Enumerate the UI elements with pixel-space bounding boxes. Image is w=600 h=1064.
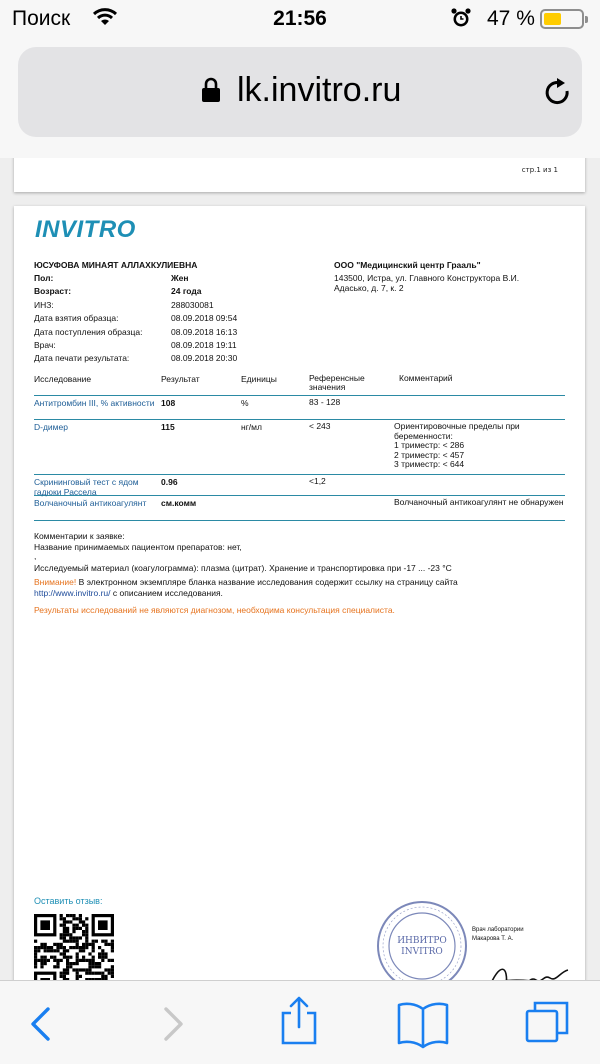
tabs-icon[interactable] <box>507 981 587 1064</box>
result-value: 115 <box>161 422 175 432</box>
address-bar[interactable] <box>18 47 582 137</box>
comments-title: Комментарии к заявке: <box>34 531 125 541</box>
info-label: Возраст: <box>34 286 72 297</box>
drugs-note: Название принимаемых пациентом препаратов: нет, <box>34 542 242 552</box>
battery-fill <box>544 13 561 25</box>
invitro-link[interactable]: http://www.invitro.ru/ <box>34 588 111 598</box>
info-label: Дата печати результата: <box>34 353 130 364</box>
battery-icon <box>540 9 584 29</box>
share-icon[interactable] <box>259 981 339 1064</box>
disclaimer: Результаты исследований не являются диагнозом, необходима консультация специалиста. <box>34 605 395 615</box>
reload-icon[interactable] <box>544 77 574 109</box>
info-value: 08.09.2018 09:54 <box>171 313 238 324</box>
col-units: Единицы <box>241 374 277 384</box>
bookmarks-icon[interactable] <box>383 981 463 1064</box>
material-note: Исследуемый материал (коагулограмма): плазма (цитрат). Хранение и транспортировка при -17 ... -23 °С <box>34 563 452 573</box>
order-notes <box>34 531 554 599</box>
result-sheet <box>14 206 585 980</box>
comma-note: , <box>34 551 37 561</box>
link-after-text: с описанием исследования. <box>110 588 223 598</box>
reference-value: <1,2 <box>309 476 326 486</box>
units-value: нг/мл <box>241 422 262 432</box>
result-value: 0.96 <box>161 477 178 487</box>
table-row <box>34 475 565 496</box>
battery-percentage: 47 % <box>487 7 535 30</box>
info-value: 08.09.2018 16:13 <box>171 326 238 337</box>
browser-chrome <box>0 40 600 158</box>
lab-name: ООО "Медицинский центр Грааль" <box>334 260 481 270</box>
web-content[interactable] <box>0 158 600 980</box>
table-row <box>34 420 565 475</box>
url-text[interactable]: lk.invitro.ru <box>237 71 402 109</box>
forward-icon[interactable] <box>133 981 213 1064</box>
table-row <box>34 496 565 521</box>
table-header <box>34 374 565 396</box>
table-row <box>34 396 565 420</box>
test-link[interactable]: Волчаночный антикоагулянт <box>34 498 147 508</box>
result-value: см.комм <box>161 498 197 508</box>
reference-value: 83 - 128 <box>309 397 341 407</box>
test-link[interactable]: Скрининговый тест с ядом гадюки Рассела <box>34 477 139 497</box>
doctor-signature-block <box>472 926 552 944</box>
info-label: ИНЗ: <box>34 299 54 310</box>
doctor-name: Макарова Т. А. <box>472 936 514 942</box>
lab-address: 143500, Истра, ул. Главного Конструктора В.И. Адасько, д. 7, к. 2 <box>334 273 520 293</box>
col-result: Результат <box>161 374 200 384</box>
doctor-title: Врач лаборатории <box>472 927 524 933</box>
col-reference: Референсные значения <box>309 373 365 392</box>
test-link[interactable]: D-димер <box>34 422 68 432</box>
info-value: 24 года <box>171 286 202 297</box>
qr-code[interactable] <box>34 914 114 980</box>
attention-text: В электронном экземпляре бланка название исследования содержит ссылку на страницу сайта <box>76 577 458 587</box>
carrier-label: Поиск <box>12 7 71 30</box>
info-value: Жен <box>171 273 189 283</box>
info-label: Врач: <box>34 339 56 350</box>
clock: 21:56 <box>273 7 327 30</box>
invitro-logo: INVITRO <box>35 216 136 243</box>
lock-icon <box>201 77 221 103</box>
review-link[interactable]: Оставить отзыв: <box>34 896 103 906</box>
previous-page-sheet <box>14 158 585 192</box>
info-label: Дата поступления образца: <box>34 326 143 337</box>
back-icon[interactable] <box>0 981 80 1064</box>
results-table <box>34 374 565 521</box>
info-value: 08.09.2018 20:30 <box>171 353 238 364</box>
attention-note <box>34 577 554 599</box>
info-label: Дата взятия образца: <box>34 313 119 324</box>
stamp-text: ИНВИТРО <box>397 936 447 946</box>
page-number: стр.1 из 1 <box>521 166 558 174</box>
browser-toolbar <box>0 980 600 1064</box>
comment-value: Волчаночный антикоагулянт не обнаружен <box>394 497 564 507</box>
info-label: Пол: <box>34 273 54 283</box>
patient-name: ЮСУФОВА МИНАЯТ АЛЛАХКУЛИЕВНА <box>34 260 198 270</box>
info-value: 288030081 <box>171 299 214 310</box>
signature <box>484 958 574 980</box>
col-test: Исследование <box>34 374 92 384</box>
result-value: 108 <box>161 398 176 408</box>
lab-info <box>334 260 549 293</box>
attention-label: Внимание! <box>34 577 77 587</box>
test-link[interactable]: Антитромбин III, % активности <box>34 398 155 408</box>
comment-value: Ориентировочные пределы при беременности: 1 триместр: < 286 2 триместр: < 457 3 триместр: < 644 <box>394 421 520 469</box>
reference-value: < 243 <box>309 421 331 431</box>
alarm-icon <box>450 7 472 29</box>
info-value: 08.09.2018 19:11 <box>171 339 237 350</box>
status-bar <box>0 0 600 40</box>
col-comment: Комментарий <box>399 373 453 383</box>
units-value: % <box>241 398 249 408</box>
stamp-text-2: INVITRO <box>401 947 443 957</box>
lab-stamp <box>374 898 470 980</box>
